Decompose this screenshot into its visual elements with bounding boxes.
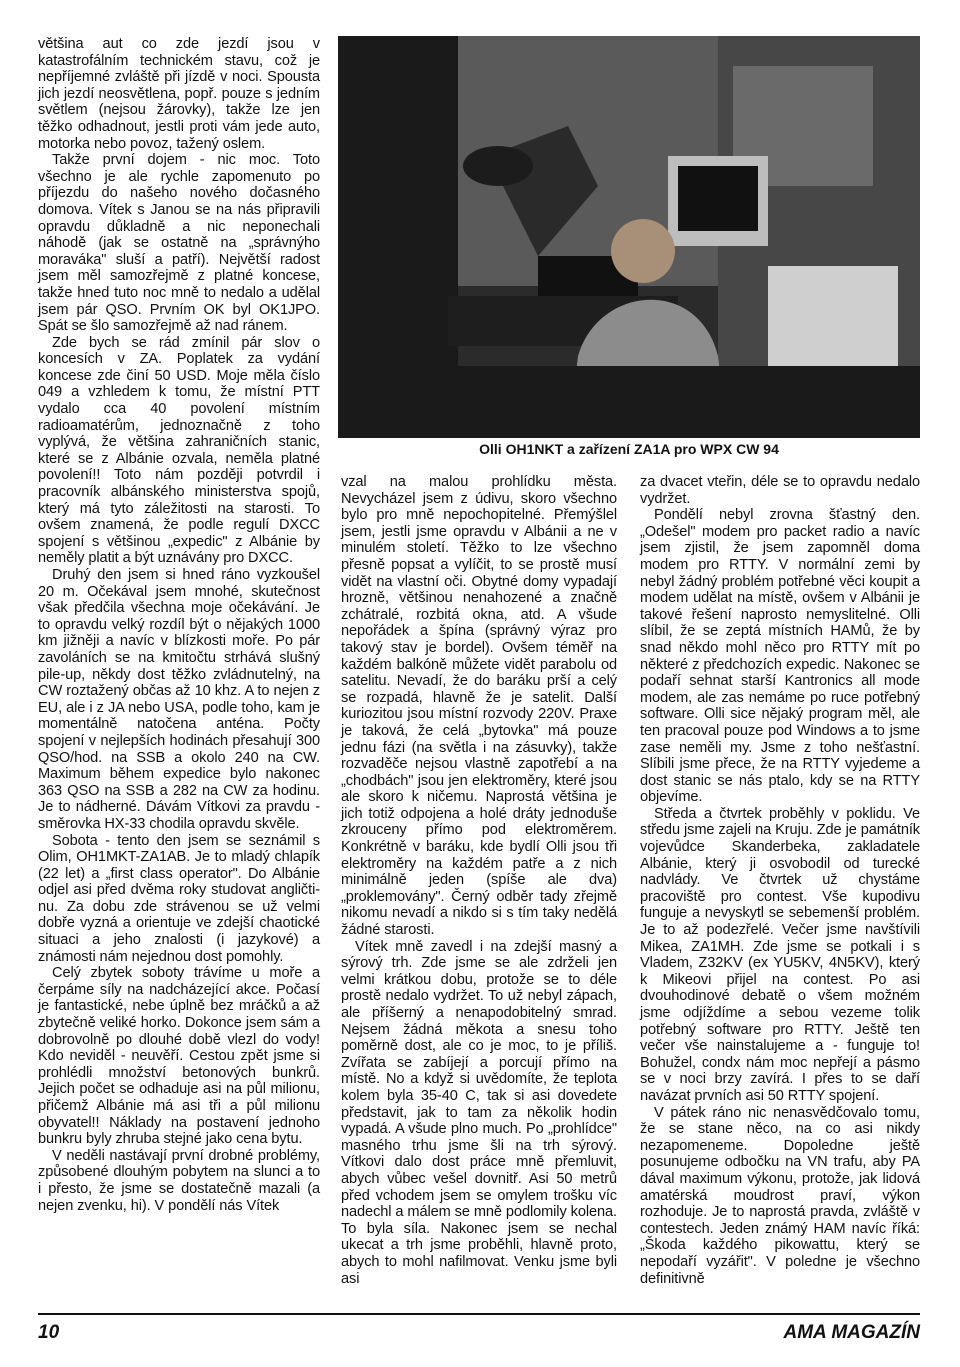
- paragraph: Sobota - tento den jsem se seznámil s Olim, OH1MKT-ZA1AB. Je to mladý chlapík (22 let) a „first class operator". Do Albánie odjel asi před dvěma roky studovat angličti-nu. Za dobu zde strávenou se už velmi dobře vyzná a orientuje ve zdejší chaotické situaci a jeho znalosti (i jazykové) a známosti nám nejednou dost pomohly.: [38, 832, 320, 965]
- paragraph: Celý zbytek soboty trávíme u moře a čerpáme síly na nadcházející akce. Počasí je fantastické, nebe úplně bez mráčků a až zbytečně veliké horko. Dokonce jsem sám a dobrovolně po dlouhé době vlezl do vody! Kdo neviděl - neuvěří. Cestou zpět jsme si prohlédli množství betonových bunkrů. Jejich počet se odhaduje asi na půl milionu, přičemž Albánie má asi tři a půl milionu obyvatel!! Náklady na postavení jednoho bunkru byly zhruba stejné jako cena bytu.: [38, 965, 320, 1148]
- paragraph: Druhý den jsem si hned ráno vyzkoušel 20 m. Očekával jsem mnohé, skutečnost však předčila všechna moje očekávání. Je to opravdu velký rozdíl být o nějakých 1000 km jižněji a navíc v blízkosti moře. Po pár zavoláních se na kmitočtu strhává slušný pile-up, někdy dost těžko zvládnutelný, na CW roztažený občas až 10 khz. A to nejen z EU, ale i z JA nebo USA, podle toho, kam je momentálně natočena anténa. Počty spojení v nejlepších hodinách přesahují 300 QSO/hod. na SSB a okolo 240 na CW. Maximum během expedice bylo nakonec 363 QSO na SSB a 282 na CW za hodinu. Je to nádherné. Dávám Vítkovi za pravdu - směrovka HX-33 chodila opravdu skvěle.: [38, 567, 320, 832]
- paragraph: Zde bych se rád zmínil pár slov o koncesích v ZA. Poplatek za vydání koncese zde činí 50 USD. Moje měla číslo 049 a vzhledem k tomu, že místní PTT vydalo cca 40 povolení místním radioamatérům, jednoznačně z toho vyplývá, že většina zahraničních stanic, které se z Albánie ozvala, neměla platné povolení!! Toto nám později potvrdil i pracovník albánského ministerstva spojů, který má tyto záležitosti na starosti. To ovšem znamená, že podle regulí DXCC spojení s většinou „expedic" z Albánie by neměly platit a být uznávány pro DXCC.: [38, 334, 320, 567]
- paragraph: Pondělí nebyl zrovna šťastný den. „Odešel" modem pro packet radio a navíc jsem zjistil, že jsem zapomněl doma modem pro RTTY. V normální zemi by nebyl žádný problém potřebné věci koupit a modem udělat na místě, ovšem v Albánii je takové řešení naprosto nemyslitelné. Olli slíbil, že se zeptá místních HAMů, že by snad někdo mohl něco pro RTTY mít po některé z předchozích expedic. Nakonec se podaří sehnat starší Kantronics all mode modem, ale zas nemáme po ruce potřebný software. Olli sice nějaký program měl, ale ten pracoval pouze pod Windows a to jsme zase neměli my. Jsme z toho nešťastní. Slíbili jsme přece, že na RTTY vyjedeme a dost stanic se nás ptalo, kdy se na RTTY objevíme.: [640, 507, 920, 806]
- photo-illustration: [338, 36, 920, 438]
- footer-rule: [38, 1313, 920, 1315]
- page-number: 10: [38, 1322, 60, 1343]
- magazine-name: AMA MAGAZÍN: [783, 1322, 920, 1343]
- paragraph: Takže první dojem - nic moc. Toto všechno je ale rychle zapomenuto po příjezdu do našeho nového dočasného domova. Vítek s Janou se na nás připravili opravdu důkladně a nic neponechali náhodě (jak se ostatně na „správnýho moraváka" sluší a patří). Největší radost jsem měl samozřejmě z platné koncese, takže hned tuto noc mně to nedalo a udělal jsem pár QSO. Prvním OK byl OK1JPO. Spát se šlo samozřejmě až nad ránem.: [38, 152, 320, 335]
- paragraph: za dvacet vteřin, déle se to opravdu nedalo vydržet.: [640, 474, 920, 507]
- paragraph: Středa a čtvrtek proběhly v poklidu. Ve středu jsme zajeli na Kruju. Zde je památník vojevůdce Skanderbeka, zakladatele Albánie, který ji osvobodil od turecké nadvlády. Ve čtvrtek už chystáme pracoviště pro contest. Vše kupodivu funguje a nevyskytl se sebemenší problém. Je to až podezřelé. Večer jsme navštívili Mikea, ZA1MH. Zde jsme se potkali i s Vladem, Z32KV (ex YU5KV, 4N5KV), který k Mikeovi přijel na contest. Po asi dvouhodinové debatě o všem možném jsme odjíždíme a sebou vezeme tolik potřebný software pro RTTY. Ještě ten večer vše nainstalujeme a - funguje to! Bohužel, condx nám moc nepřejí a pásmo se v noci brzy zavírá. I přes to se daří navázat prvních asi 50 RTTY spojení.: [640, 805, 920, 1104]
- photo-operator-at-station: [338, 36, 920, 438]
- paragraph: V pátek ráno nic nenasvědčovalo tomu, že se stane něco, na co asi nikdy nezapomeneme. Dopoledne ještě posunujeme odbočku na VN trafu, aby PA dával maximum výkonu, protože, jak lidová amatérská moudrost praví, výkon rozhoduje. Je to naprostá pravda, zvláště v contestech. Jeden známý HAM navíc říká:„Škoda každého pikowattu, který se nepodaří vyzářit". V poledne je všechno definitivně: [640, 1104, 920, 1287]
- paragraph: Vítek mně zavedl i na zdejší masný a sýrový trh. Zde jsme se ale zdrželi jen velmi krátkou dobu, protože se to déle prostě nedalo vydržet. To už nebyl zápach, ale příšerný a nenapodobitelný smrad. Nejsem žádná měkota a snesu toho poměrně dost, ale co je moc, to je příliš. Zvířata se zabíjejí a porcují přímo na místě. No a když si uvědomíte, že teplota kolem byla 35-40 C, tak si asi dovedete představit, jak to tam za několik hodin vypadá. A všude plno much. Po „prohlídce" masného trhu jsme šli na trh sýrový. Vítkovi dalo dost práce mně přemluvit, abych vůbec vešel dovnitř. Asi 50 metrů před vchodem jsem se omylem trošku víc nadechl a málem se mně podlomily kolena. To byla síla. Nakonec jsem se nechal ukecat a trh jsme proběhli, hlavně proto, abych to mohl nafilmovat. Venku jsme byli asi: [341, 938, 617, 1287]
- text-column-3: [640, 474, 920, 1287]
- text-column-1: [38, 36, 320, 1214]
- paragraph: V neděli nastávají první drobné problémy, způsobené dlouhým pobytem na slunci a to i přesto, že jsme se dostatečně mazali (a nejen zvenku, hi). V pondělí nás Vítek: [38, 1147, 320, 1214]
- paragraph: většina aut co zde jezdí jsou v katastrofálním technickém stavu, což je nepříjemné zvláště při jízdě v noci. Spousta jich jezdí neosvětlena, popř. pouze s jedním světlem (nejsou žárovky), takže lze jen těžko odhadnout, jestli proti vám jede auto, motorka nebo povoz, tažený oslem.: [38, 36, 320, 152]
- photo-caption: Olli OH1NKT a zařízení ZA1A pro WPX CW 94: [479, 441, 779, 457]
- text-column-2: [341, 474, 617, 1287]
- paragraph: vzal na malou prohlídku města. Nevycházel jsem z údivu, skoro všechno bylo pro mně nepochopitelné. Přemýšlel jsem, jestli jsme opravdu v Albánii a ne v minulém století. Těžko to lze všechno přesně popsat a vylíčit, to se prostě musí vidět na vlastní oči. Obytné domy vypadají hrozně, většinou nenahozené a značně zchátralé, rozbitá okna, atd. A všude nepořádek a špína (správný výraz pro takový stav je bordel). Ovšem téměř na každém balkóně můžete vidět parabolu od satelitu. Nevadí, že do baráku prší a celý se rozpadá, hlavně že je satelit. Další kuriozitou jsou místní rozvody 220V. Praxe je taková, že celá „bytovka" má pouze jednu fázi (na světla i na zásuvky), takže rozvaděče nejsou vlastně zapotřebí a na „chodbách" jsou jen elektroměry, které jsou ale skoro k ničemu. Naprostá většina je jich totiž odpojena a holé dráty jednoduše zkrouceny přímo pod elektroměrem. Konkrétně v baráku, kde bydlí Olli jsou tři elektroměry na každém patře a z nich minimálně jeden (spíše ale dva) „proklemovány". Černý odběr tady zřejmě nikomu nevadí a nikdo si s tím taky nedělá žádné starosti.: [341, 474, 617, 939]
